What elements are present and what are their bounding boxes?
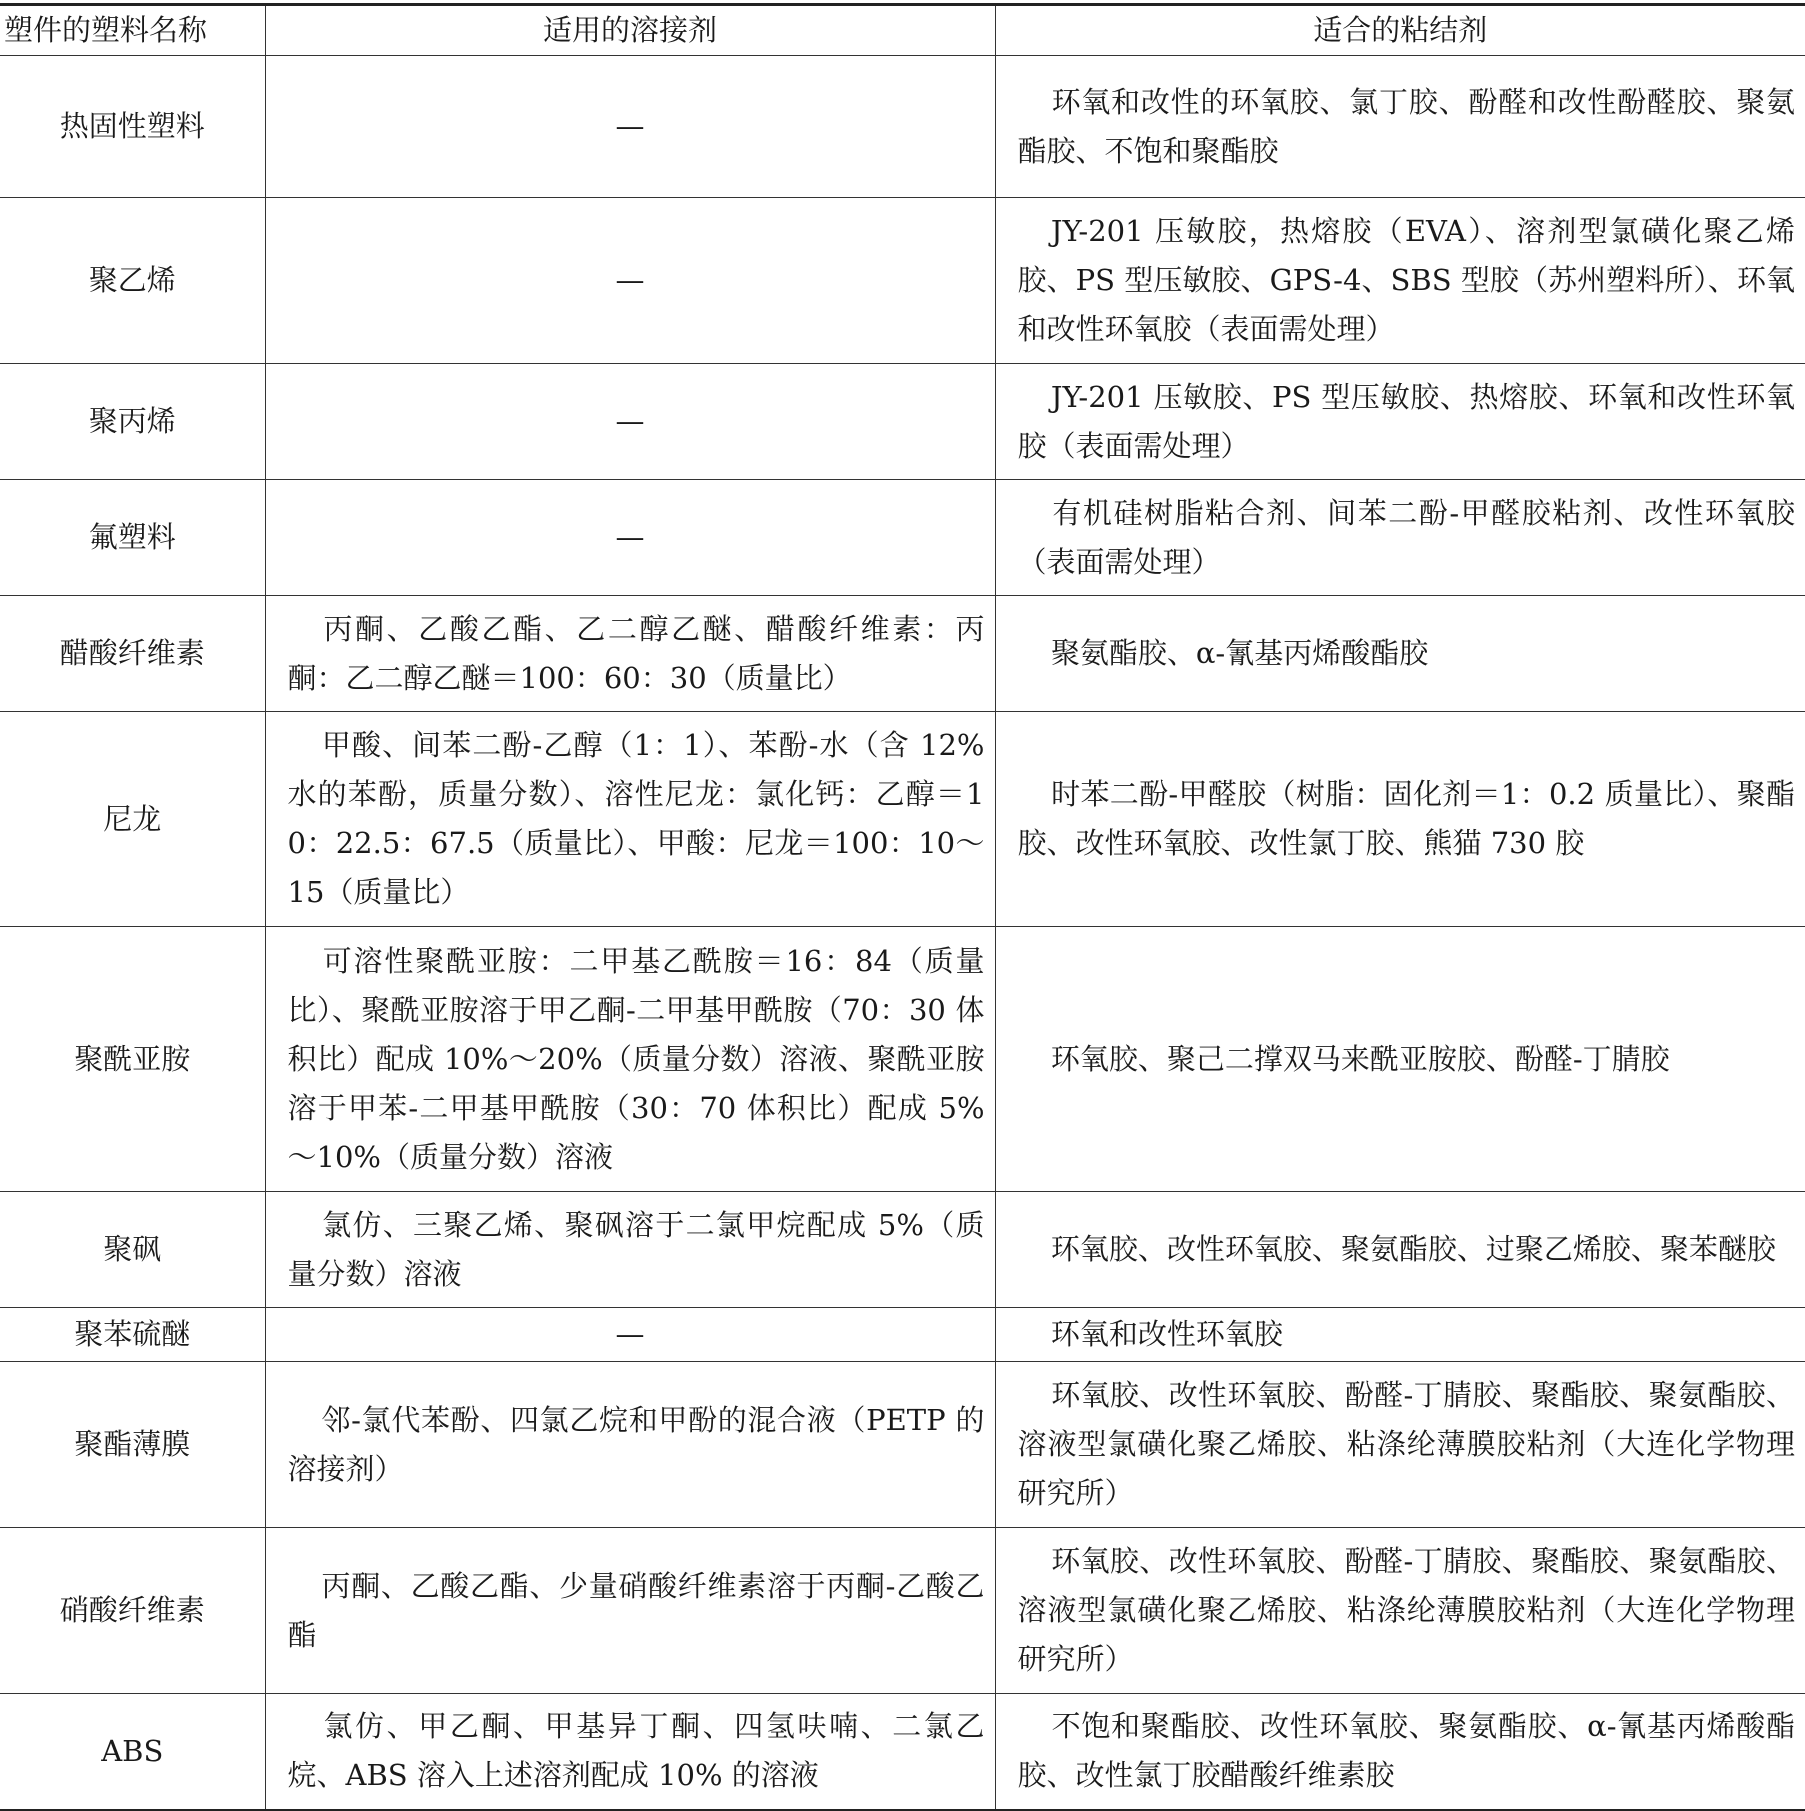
plastic-name-cell: 聚酯薄膜 <box>0 1362 265 1528</box>
adhesive-cell: JY-201 压敏胶、PS 型压敏胶、热熔胶、环氧和改性环氧胶（表面需处理） <box>1017 379 1795 463</box>
solvent-cell-wrap <box>265 712 995 927</box>
solvent-cell: — <box>265 1308 995 1362</box>
table-row <box>0 364 1805 480</box>
table-row <box>0 1192 1805 1308</box>
header-solvent: 适用的溶接剂 <box>265 5 995 56</box>
table-row <box>0 56 1805 198</box>
plastic-name-cell: 尼龙 <box>0 712 265 927</box>
solvent-cell-wrap <box>265 927 995 1192</box>
adhesive-cell: 环氧和改性环氧胶 <box>1050 1317 1283 1351</box>
adhesive-cell-wrap <box>995 56 1805 198</box>
plastic-name-cell: 聚砜 <box>0 1192 265 1308</box>
adhesive-cell: 环氧胶、改性环氧胶、酚醛-丁腈胶、聚酯胶、聚氨酯胶、溶液型氯磺化聚乙烯胶、粘涤纶薄膜胶粘剂（大连化学物理研究所） <box>1017 1544 1795 1676</box>
solvent-cell: — <box>265 56 995 198</box>
adhesive-cell-wrap <box>995 198 1805 364</box>
adhesive-cell: 不饱和聚酯胶、改性环氧胶、聚氨酯胶、α-氰基丙烯酸酯胶、改性氯丁胶醋酸纤维素胶 <box>1017 1709 1795 1793</box>
table-row <box>0 1362 1805 1528</box>
solvent-cell: — <box>265 480 995 596</box>
adhesive-cell: 聚氨酯胶、α-氰基丙烯酸酯胶 <box>1050 636 1429 670</box>
plastic-name-cell: 氟塑料 <box>0 480 265 596</box>
solvent-cell: 甲酸、间苯二酚-乙醇（1：1）、苯酚-水（含 12% 水的苯酚，质量分数）、溶性尼龙：氯化钙：乙醇＝10：22.5：67.5（质量比）、甲酸：尼龙＝100：10～15（质量比） <box>287 728 985 909</box>
solvent-cell-wrap <box>265 1362 995 1528</box>
adhesive-cell: 环氧胶、改性环氧胶、聚氨酯胶、过聚乙烯胶、聚苯醚胶 <box>1050 1232 1776 1266</box>
table-row <box>0 1308 1805 1362</box>
adhesive-cell-wrap <box>995 480 1805 596</box>
table-row <box>0 198 1805 364</box>
adhesive-cell-wrap <box>995 1362 1805 1528</box>
plastic-name-cell: 热固性塑料 <box>0 56 265 198</box>
adhesive-cell-wrap <box>995 364 1805 480</box>
plastic-name-cell: 聚丙烯 <box>0 364 265 480</box>
solvent-cell-wrap <box>265 1694 995 1810</box>
adhesive-cell-wrap <box>995 1694 1805 1810</box>
adhesive-cell-wrap <box>995 927 1805 1192</box>
table-row <box>0 596 1805 712</box>
solvent-cell: 丙酮、乙酸乙酯、乙二醇乙醚、醋酸纤维素：丙酮：乙二醇乙醚＝100：60：30（质量比） <box>287 611 985 695</box>
table-header-row <box>0 5 1805 56</box>
table-row <box>0 1694 1805 1810</box>
plastics-adhesive-table <box>0 3 1805 1811</box>
table-row <box>0 712 1805 927</box>
table-row <box>0 480 1805 596</box>
adhesive-cell-wrap <box>995 1192 1805 1308</box>
adhesive-cell: 有机硅树脂粘合剂、间苯二酚-甲醛胶粘剂、改性环氧胶（表面需处理） <box>1017 495 1795 579</box>
plastic-name-cell: 醋酸纤维素 <box>0 596 265 712</box>
adhesive-cell: 环氧胶、改性环氧胶、酚醛-丁腈胶、聚酯胶、聚氨酯胶、溶液型氯磺化聚乙烯胶、粘涤纶薄膜胶粘剂（大连化学物理研究所） <box>1017 1378 1795 1510</box>
plastic-name-cell: 硝酸纤维素 <box>0 1528 265 1694</box>
adhesive-cell: 时苯二酚-甲醛胶（树脂：固化剂＝1：0.2 质量比）、聚酯胶、改性环氧胶、改性氯丁胶、熊猫 730 胶 <box>1017 777 1795 860</box>
adhesive-cell: 环氧胶、聚己二撑双马来酰亚胺胶、酚醛-丁腈胶 <box>1050 1041 1670 1076</box>
solvent-cell: 邻-氯代苯酚、四氯乙烷和甲酚的混合液（PETP 的溶接剂） <box>287 1402 985 1486</box>
solvent-cell: — <box>265 198 995 364</box>
plastic-name-cell: 聚乙烯 <box>0 198 265 364</box>
table-row <box>0 927 1805 1192</box>
solvent-cell: 氯仿、三聚乙烯、聚砜溶于二氯甲烷配成 5%（质量分数）溶液 <box>287 1207 985 1291</box>
solvent-cell: 丙酮、乙酸乙酯、少量硝酸纤维素溶于丙酮-乙酸乙酯 <box>287 1568 985 1652</box>
adhesive-cell-wrap <box>995 596 1805 712</box>
plastic-name-cell: ABS <box>0 1694 265 1810</box>
header-plastic-name: 塑件的塑料名称 <box>0 5 265 56</box>
header-adhesive: 适合的粘结剂 <box>995 5 1805 56</box>
adhesive-cell-wrap <box>995 712 1805 927</box>
solvent-cell-wrap <box>265 596 995 712</box>
solvent-cell: 氯仿、甲乙酮、甲基异丁酮、四氢呋喃、二氯乙烷、ABS 溶入上述溶剂配成 10% 的溶液 <box>287 1709 985 1793</box>
solvent-cell: — <box>265 364 995 480</box>
plastic-name-cell: 聚苯硫醚 <box>0 1308 265 1362</box>
table-row <box>0 1528 1805 1694</box>
solvent-cell-wrap <box>265 1192 995 1308</box>
solvent-cell-wrap <box>265 1528 995 1694</box>
solvent-cell: 可溶性聚酰亚胺：二甲基乙酰胺＝16：84（质量比）、聚酰亚胺溶于甲乙酮-二甲基甲酰胺（70：30 体积比）配成 10%～20%（质量分数）溶液、聚酰亚胺溶于甲苯-二甲基甲酰胺（30：70 体积比）配成 5%～10%（质量分数）溶液 <box>287 943 985 1174</box>
adhesive-cell-wrap <box>995 1308 1805 1362</box>
plastic-name-cell: 聚酰亚胺 <box>0 927 265 1192</box>
adhesive-cell: JY-201 压敏胶，热熔胶（EVA）、溶剂型氯磺化聚乙烯胶、PS 型压敏胶、GPS-4、SBS 型胶（苏州塑料所）、环氧和改性环氧胶（表面需处理） <box>1017 214 1795 346</box>
adhesive-cell-wrap <box>995 1528 1805 1694</box>
adhesive-cell: 环氧和改性的环氧胶、氯丁胶、酚醛和改性酚醛胶、聚氨酯胶、不饱和聚酯胶 <box>1017 84 1795 168</box>
